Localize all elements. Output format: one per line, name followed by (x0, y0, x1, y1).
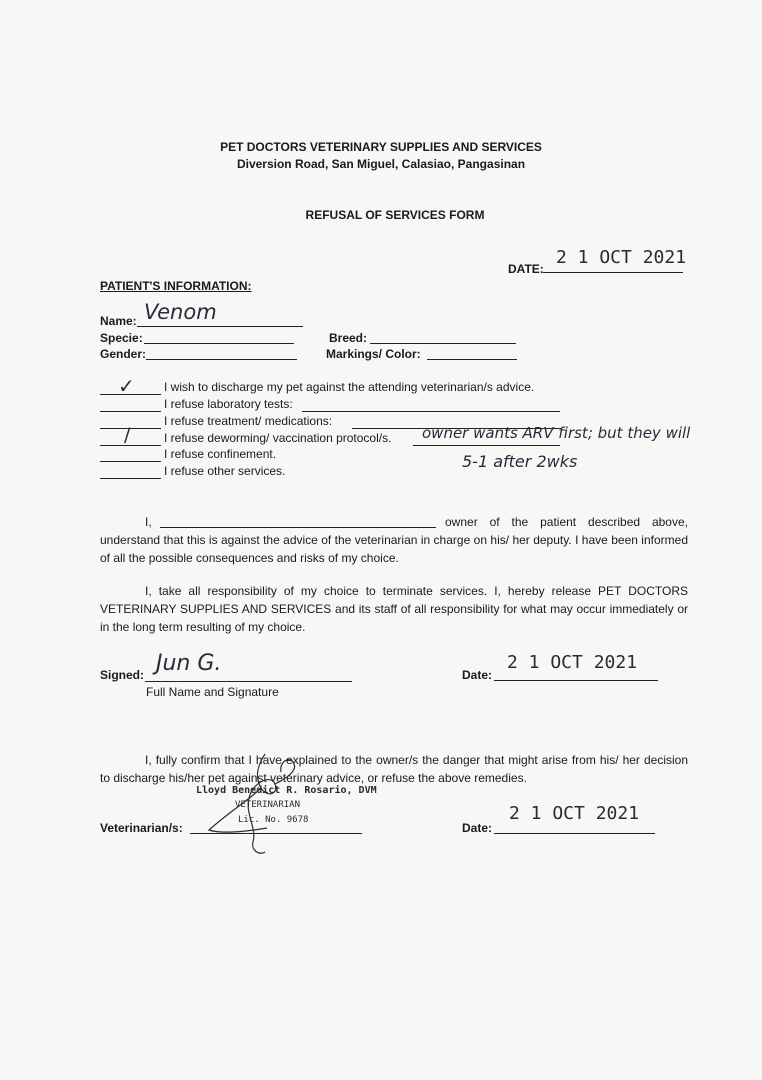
signed-caption: Full Name and Signature (146, 685, 279, 699)
p1-rest: understand that this is against the advice of the veterinarian in charge on his/ her deputy. I have been informed of all the possible consequences and risks of my choice. (100, 533, 688, 565)
markings-line (427, 359, 517, 360)
option-text: I wish to discharge my pet against the attending veterinarian/s advice. (164, 380, 535, 394)
stamp-title: VETERINARIAN (235, 800, 301, 810)
date-top-label: DATE: (508, 262, 544, 276)
company-name: PET DOCTORS VETERINARY SUPPLIES AND SERVICES (220, 140, 542, 154)
vet-date-line (494, 833, 655, 834)
p1-prefix: I, (145, 515, 152, 529)
name-value: Venom (144, 300, 217, 324)
check-mark: ✓ (118, 374, 135, 398)
option-text: I refuse confinement. (164, 447, 277, 461)
p2: I, take all responsibility of my choice to terminate services. I, hereby release PET DOCTORS VETERINARY SUPPLIES AND SERVICES and its staff of all responsibility for what may occur immediately or in the long term resulting of my choice. (100, 584, 688, 634)
owner-name-line (160, 527, 436, 528)
signed-date-line (494, 680, 658, 681)
stamp-license: Lic. No. 9678 (238, 815, 309, 825)
form-title: REFUSAL OF SERVICES FORM (305, 208, 485, 222)
option-blank (100, 411, 161, 412)
signed-value: Jun G. (156, 651, 222, 676)
specie-line (144, 343, 294, 344)
specie-label: Specie: (100, 331, 143, 345)
signed-date-value: 2 1 OCT 2021 (507, 652, 638, 673)
deworm-line (413, 445, 560, 446)
p3: I, fully confirm that I have explained to the owner/s the danger that might arise from his/ her decision to discharge his/her pet against veterinary advice, or refuse the above remedies. (100, 753, 688, 785)
p1-suffix: owner of the patient described above, (445, 515, 688, 529)
lab-tests-line (302, 411, 560, 412)
option-text: I refuse other services. (164, 464, 286, 478)
vet-label: Veterinarian/s: (100, 821, 183, 835)
date-top-value: 2 1 OCT 2021 (556, 247, 687, 268)
deworm-note-line1: owner wants ARV first; but they will (422, 424, 691, 442)
option-blank (100, 445, 161, 446)
signed-label: Signed: (100, 668, 144, 682)
deworm-note-line2: 5-1 after 2wks (462, 452, 578, 471)
date-top-line (543, 272, 683, 273)
option-blank (100, 461, 161, 462)
slash-mark: / (124, 424, 131, 446)
vet-date-value: 2 1 OCT 2021 (509, 803, 640, 824)
option-blank (100, 428, 161, 429)
vet-date-label: Date: (462, 821, 493, 835)
gender-line (146, 359, 297, 360)
signed-line (145, 681, 352, 682)
name-label: Name: (100, 314, 137, 328)
signed-date-label: Date: (462, 668, 493, 682)
option-text: I refuse deworming/ vaccination protocol/s. (164, 431, 392, 445)
breed-line (370, 343, 516, 344)
option-text: I refuse treatment/ medications: (164, 414, 333, 428)
breed-label: Breed: (329, 331, 368, 345)
option-blank (100, 478, 161, 479)
gender-label: Gender: (100, 347, 147, 361)
name-line (137, 326, 303, 327)
vet-signature (195, 748, 325, 860)
option-text: I refuse laboratory tests: (164, 397, 293, 411)
patient-section-title: PATIENT'S INFORMATION: (100, 279, 252, 293)
stamp-name: Lloyd Benedict R. Rosario, DVM (196, 785, 377, 796)
markings-label: Markings/ Color: (326, 347, 421, 361)
company-address: Diversion Road, San Miguel, Calasiao, Pangasinan (236, 157, 526, 171)
